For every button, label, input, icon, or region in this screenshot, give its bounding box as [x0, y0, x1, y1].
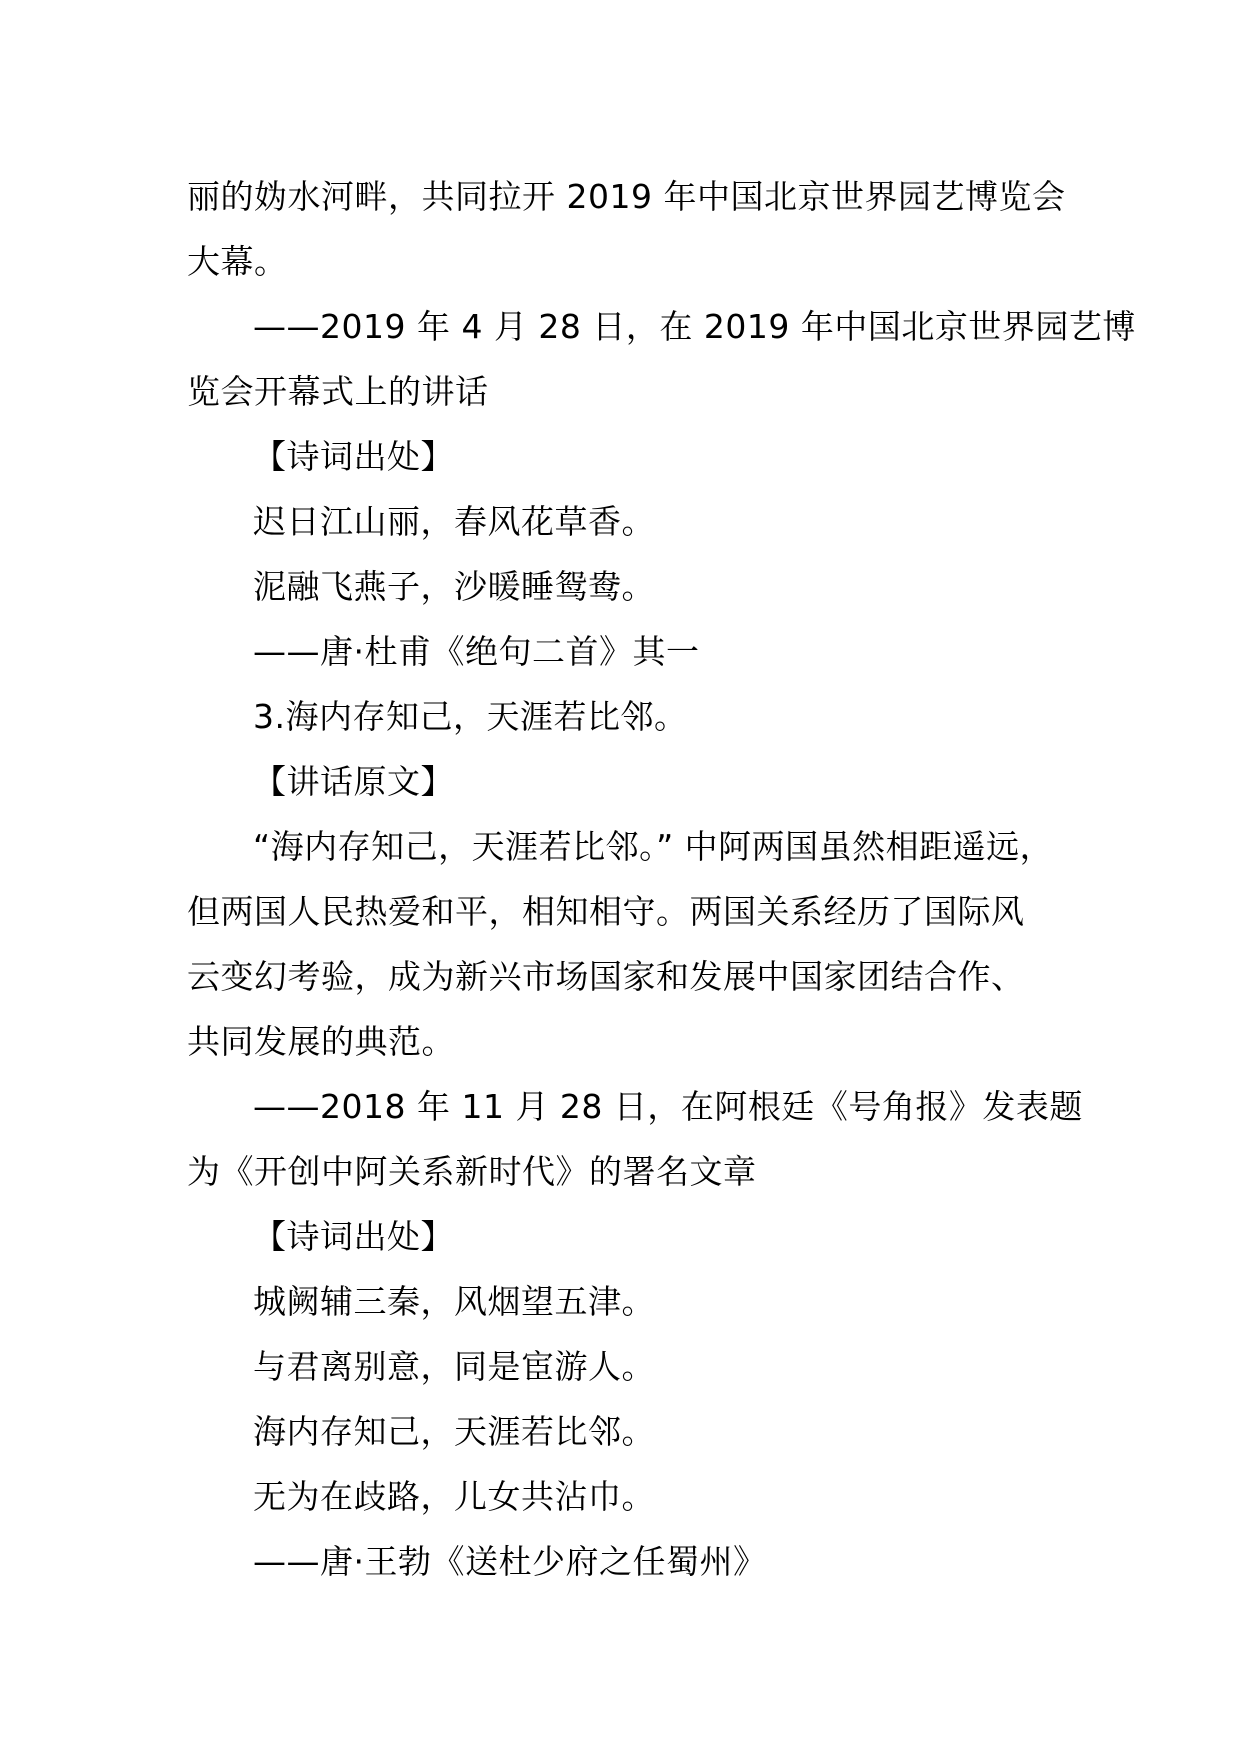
paragraph-continuation: 丽的妫水河畔，共同拉开 2019 年中国北京世界园艺博览会: [187, 177, 1066, 216]
section-heading: 【讲话原文】: [253, 762, 454, 801]
citation-line: ——2019 年 4 月 28 日，在 2019 年中国北京世界园艺博: [253, 307, 1136, 346]
speech-paragraph: 但两国人民热爱和平，相知相守。两国关系经历了国际风: [187, 892, 1025, 931]
poem-line: 海内存知己，天涯若比邻。: [253, 1412, 655, 1451]
document-body: [187, 164, 1136, 1594]
poem-line: 泥融飞燕子，沙暖睡鸳鸯。: [253, 567, 655, 606]
paragraph-continuation: 大幕。: [187, 242, 288, 281]
poem-line: 迟日江山丽，春风花草香。: [253, 502, 655, 541]
poem-attribution: ——唐·杜甫《绝句二首》其一: [253, 632, 700, 671]
poem-line: 无为在歧路，儿女共沾巾。: [253, 1477, 655, 1516]
speech-paragraph: 云变幻考验，成为新兴市场国家和发展中国家团结合作、: [187, 957, 1025, 996]
section-heading: 【诗词出处】: [253, 1217, 454, 1256]
numbered-heading: 3.海内存知己，天涯若比邻。: [253, 697, 688, 736]
section-heading: 【诗词出处】: [253, 437, 454, 476]
citation-line: 览会开幕式上的讲话: [187, 372, 489, 411]
speech-paragraph: “海内存知己，天涯若比邻。” 中阿两国虽然相距遥远，: [253, 827, 1054, 866]
poem-line: 与君离别意，同是宦游人。: [253, 1347, 655, 1386]
speech-paragraph: 共同发展的典范。: [187, 1022, 455, 1061]
poem-attribution: ——唐·王勃《送杜少府之任蜀州》: [253, 1542, 767, 1581]
citation-line: 为《开创中阿关系新时代》的署名文章: [187, 1152, 757, 1191]
citation-line: ——2018 年 11 月 28 日，在阿根廷《号角报》发表题: [253, 1087, 1083, 1126]
poem-line: 城阙辅三秦，风烟望五津。: [253, 1282, 655, 1321]
